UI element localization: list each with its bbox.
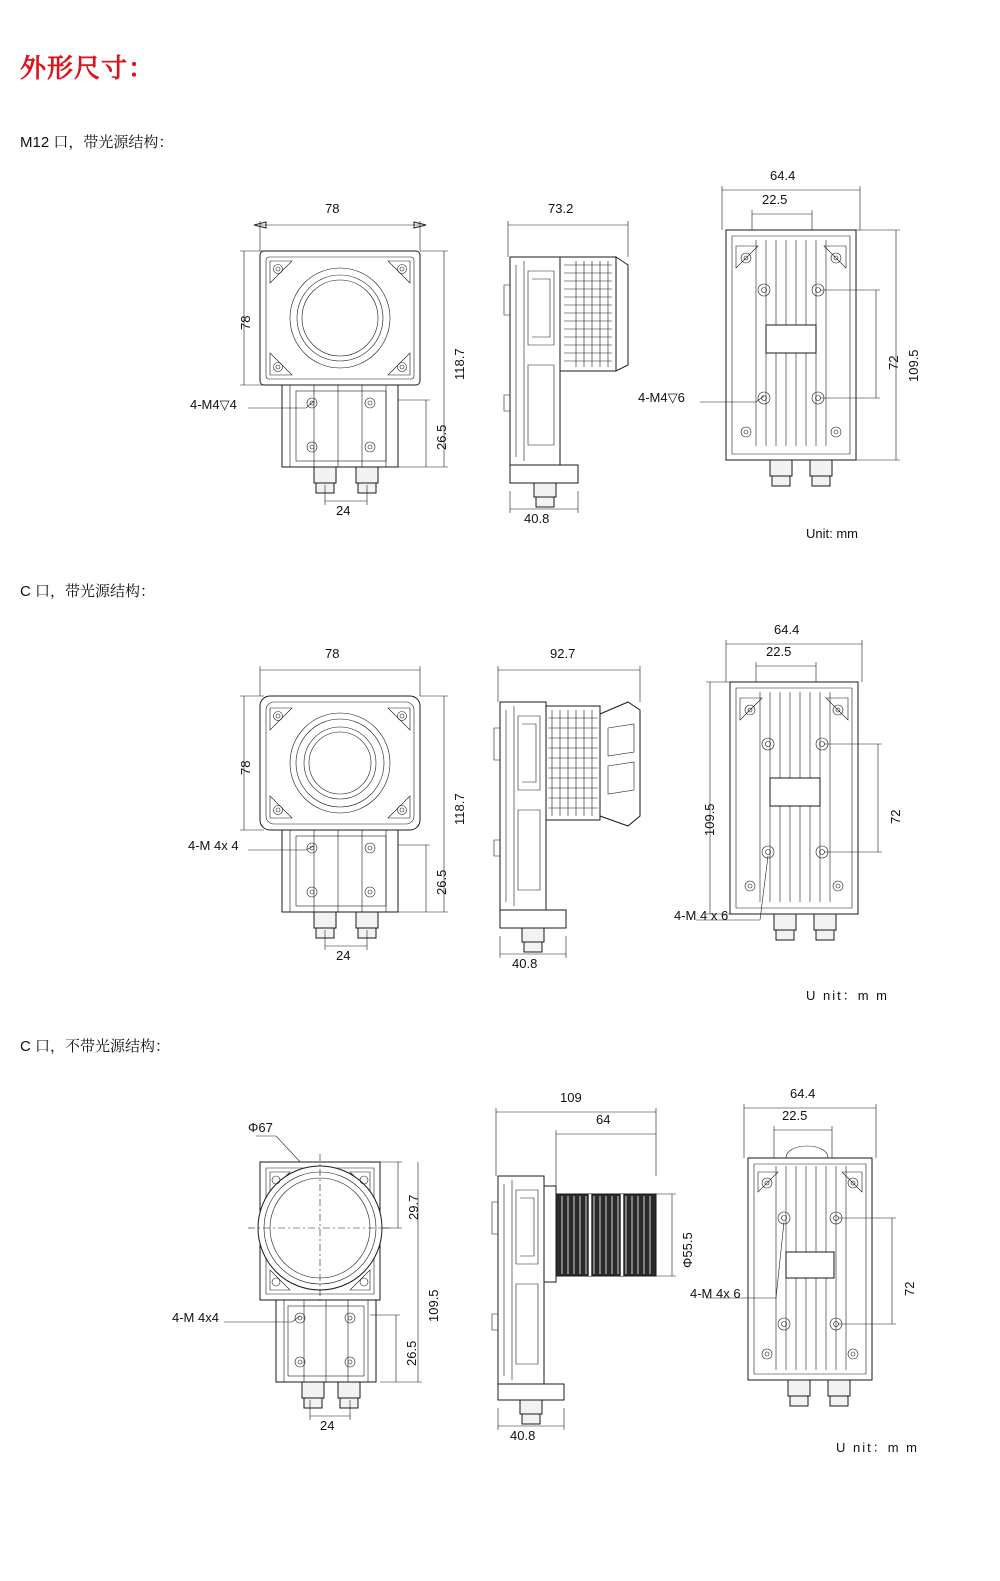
dim-64-4: 64.4 [774, 622, 800, 637]
dim-109: 109 [560, 1090, 582, 1105]
figure-c-with-light-back-view [660, 620, 940, 970]
dim-73-2: 73.2 [548, 201, 574, 216]
front-view-drawing [230, 640, 480, 970]
unit-note-section-1: Unit: mm [806, 526, 858, 541]
dim-72: 72 [886, 355, 901, 370]
dim-109-5: 109.5 [426, 1289, 441, 1322]
dim-4-m4-6: 4-M 4x 6 [690, 1286, 741, 1301]
dim-height-78: 78 [238, 760, 253, 775]
dim-width-78: 78 [325, 646, 340, 661]
dim-109-5: 109.5 [906, 349, 921, 382]
dim-24: 24 [336, 948, 351, 963]
dim-phi-67: Φ67 [248, 1120, 273, 1135]
side-view-drawing [460, 1090, 710, 1440]
unit-note-section-3: U nit：m m [836, 1440, 920, 1455]
figure-c-without-light-front-view [172, 1110, 441, 1440]
dim-26-5: 26.5 [434, 869, 449, 895]
dim-40-8: 40.8 [524, 511, 550, 526]
dim-height-78: 78 [238, 315, 253, 330]
page-title: 外形尺寸： [20, 53, 156, 83]
dim-22-5: 22.5 [766, 644, 792, 659]
back-view-drawing [660, 170, 940, 520]
dim-72: 72 [902, 1281, 917, 1296]
dim-24: 24 [320, 1418, 335, 1433]
side-view-drawing [480, 195, 660, 525]
dim-64: 64 [596, 1112, 611, 1127]
dim-total-118-7: 118.7 [452, 348, 467, 380]
section-heading-c-without-light: C 口，不带光源结构： [20, 1038, 171, 1055]
dim-29-7: 29.7 [406, 1194, 421, 1220]
front-view-drawing [180, 1110, 440, 1440]
dim-109-5: 109.5 [702, 803, 717, 836]
front-view-drawing [230, 195, 480, 525]
dim-4-m4-6: 4-M4▽6 [638, 390, 685, 405]
dim-64-4: 64.4 [770, 168, 796, 183]
section-heading-m12-with-light: M12 口，带光源结构： [20, 134, 174, 151]
figure-c-without-light-back-view [680, 1080, 960, 1440]
dim-total-118-7: 118.7 [452, 793, 467, 825]
dim-4-m4-4: 4-M 4x4 [172, 1310, 219, 1325]
dim-64-4: 64.4 [790, 1086, 816, 1101]
dim-24: 24 [336, 503, 351, 518]
dim-4-m4-6: 4-M 4 x 6 [674, 908, 729, 923]
dim-26-5: 26.5 [404, 1340, 419, 1366]
figure-m12-with-light-front-view [190, 195, 480, 525]
figure-c-with-light-side-view [470, 640, 670, 970]
dim-phi-55-5: Φ55.5 [680, 1232, 695, 1268]
side-view-drawing [470, 640, 670, 970]
dim-22-5: 22.5 [782, 1108, 808, 1123]
back-view-drawing [680, 1080, 960, 1440]
dim-72: 72 [888, 809, 903, 824]
dim-26-5: 26.5 [434, 424, 449, 450]
dim-width-78: 78 [325, 201, 340, 216]
dim-4-m4-4: 4-M 4x 4 [188, 838, 239, 853]
unit-note-section-2: U nit：m m [806, 988, 890, 1003]
section-heading-c-with-light: C 口，带光源结构： [20, 583, 156, 600]
figure-m12-with-light-side-view [480, 195, 660, 525]
dim-92-7: 92.7 [550, 646, 576, 661]
figure-c-with-light-front-view [188, 640, 480, 970]
dim-4-m4-4: 4-M4▽4 [190, 397, 237, 412]
dim-22-5: 22.5 [762, 192, 788, 207]
dim-40-8: 40.8 [510, 1428, 536, 1443]
figure-c-without-light-side-view [460, 1090, 710, 1443]
dim-40-8: 40.8 [512, 956, 538, 971]
figure-m12-with-light-back-view [638, 168, 940, 520]
